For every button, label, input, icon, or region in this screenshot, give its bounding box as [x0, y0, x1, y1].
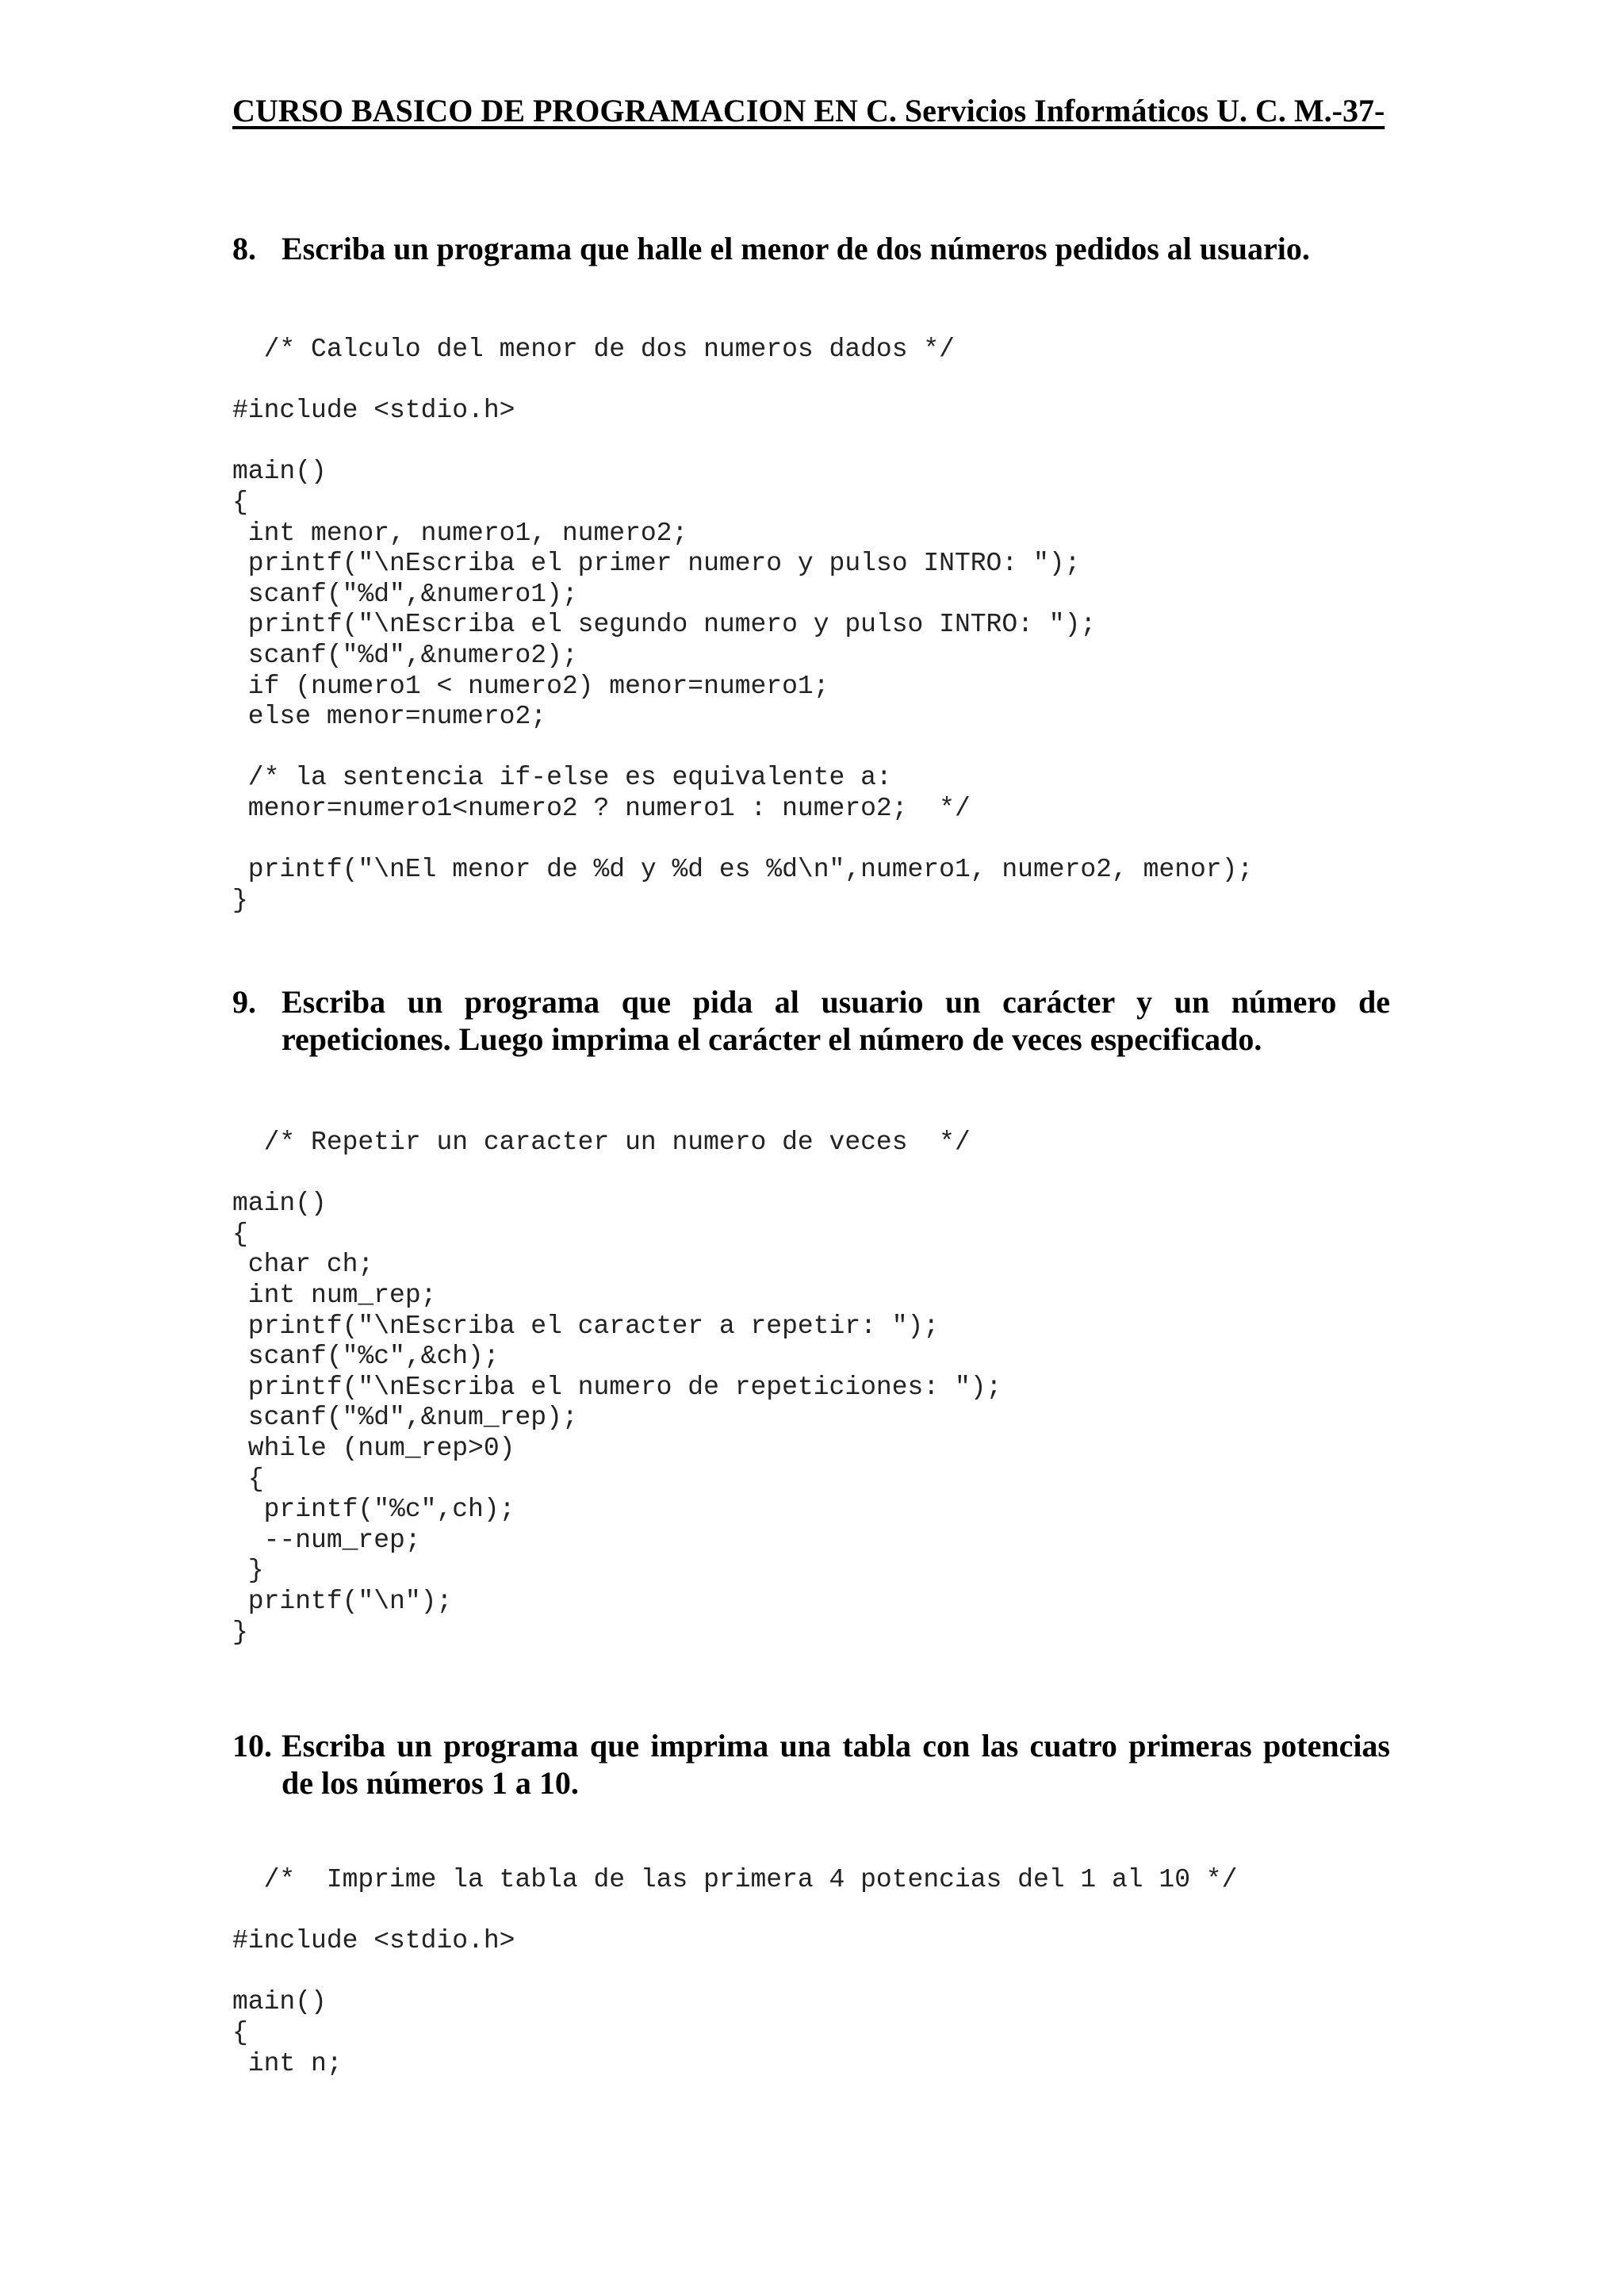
- exercise-text: Escriba un programa que pida al usuario un carácter y un número de repeticiones. Luego imprima el carácter el número de veces especificado.: [282, 984, 1390, 1057]
- exercise-10-statement: [232, 1727, 1390, 1802]
- exercise-number: 10.: [232, 1728, 272, 1764]
- exercise-text: Escriba un programa que halle el menor de dos números pedidos al usuario.: [282, 231, 1310, 266]
- exercise-10-code: /* Imprime la tabla de las primera 4 potencias del 1 al 10 */ #include <stdio.h> main() { int n;: [232, 1865, 1238, 2078]
- page-header: CURSO BASICO DE PROGRAMACION EN C. Servicios Informáticos U. C. M.-37-: [232, 93, 1385, 128]
- exercise-8-statement: [232, 230, 1390, 267]
- exercise-8-code: /* Calculo del menor de dos numeros dados */ #include <stdio.h> main() { int menor, numero1, numero2; printf("\nEscriba el primer numero y pulso INTRO: "); scanf("%d",&numero1); printf("\nEscriba el segundo numero y pulso INTRO: "); scanf("%d",&numero2); if (numero1 < numero2) menor=numero1; else menor=numero2; /* la sentencia if-else es equivalente a: menor=numero1<numero2 ? numero1 : numero2; */ printf("\nEl menor de %d y %d es %d\n",numero1, numero2, menor); }: [232, 335, 1254, 915]
- exercise-9-code: /* Repetir un caracter un numero de veces */ main() { char ch; int num_rep; printf("\nEscriba el caracter a repetir: "); scanf("%c",&ch); printf("\nEscriba el numero de repeticiones: "); scanf("%d",&num_rep); while (num_rep>0) { printf("%c",ch); --num_rep; } printf("\n"); }: [232, 1128, 1002, 1647]
- exercise-9-statement: [232, 983, 1390, 1058]
- exercise-number: 8.: [232, 231, 256, 266]
- exercise-text: Escriba un programa que imprima una tabla con las cuatro primeras potencias de los números 1 a 10.: [282, 1728, 1390, 1801]
- exercise-number: 9.: [232, 984, 256, 1020]
